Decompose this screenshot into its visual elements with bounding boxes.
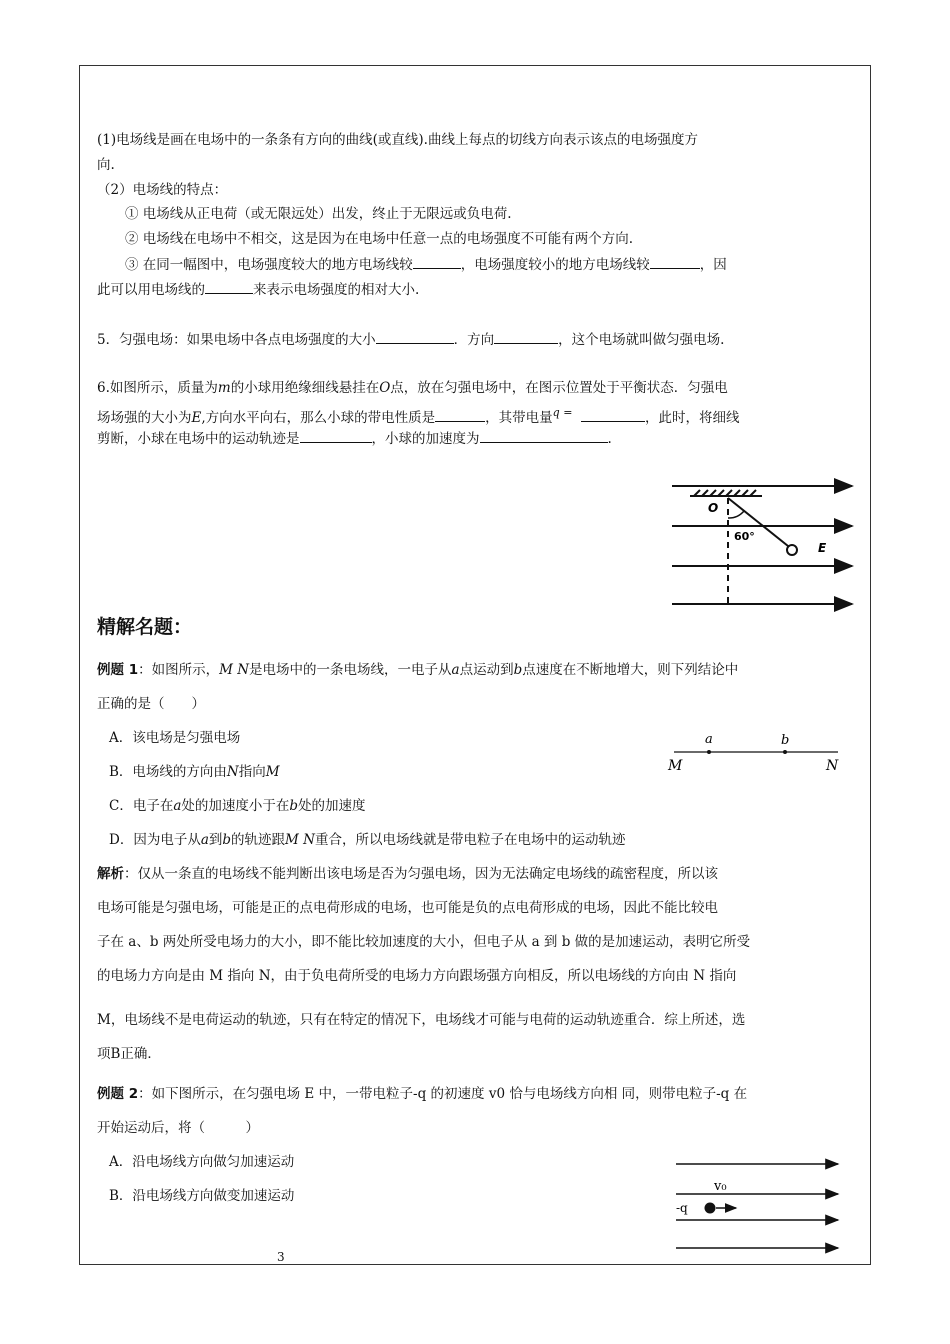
label-O: O	[708, 501, 719, 515]
analysis-line6: 项B正确．	[97, 1046, 161, 1062]
label-E: E	[818, 541, 827, 555]
text-line	[97, 279, 419, 300]
text-span: 场场强的大小为	[97, 410, 192, 426]
analysis-label: 解析	[97, 866, 124, 882]
example-1-line2: 正确的是（ ）	[97, 696, 205, 712]
text-span: ③ 在同一幅图中，电场强度较大的地方电场线较	[125, 257, 413, 273]
text-line	[125, 254, 727, 275]
text-span: 此可以用电场线的	[97, 282, 205, 298]
var-m: m	[217, 380, 231, 396]
text-span: ：如图所示，	[138, 662, 220, 678]
text-span: 指向	[238, 764, 266, 780]
label-v0: v₀	[714, 1179, 727, 1194]
label-angle: 60°	[734, 530, 755, 543]
text-span: ，这个电场就叫做匀强电场.	[558, 332, 725, 348]
text-line: ② 电场线在电场中不相交，这是因为在电场中任意一点的电场强度不可能有两个方向.	[125, 231, 634, 247]
ceiling	[690, 490, 762, 496]
label-M: M	[668, 758, 683, 774]
text-span: 的小球用绝缘细线悬挂在	[230, 380, 380, 396]
var-b: b	[222, 832, 232, 848]
text-span: 点运动到	[459, 662, 514, 678]
text-span: ，因	[699, 257, 727, 273]
option-c[interactable]	[109, 796, 366, 816]
fill-blank[interactable]	[650, 254, 700, 269]
text-span: ,方向水平向右，那么小球的带电性质是	[201, 410, 436, 426]
text-span: 处的加速度	[298, 798, 366, 814]
analysis-line4: 的电场力方向是由 M 指向 N，由于负电荷所受的电场力方向跟场强方向相反，所以电场线的方向由 N 指向	[97, 968, 737, 984]
var-b: b	[289, 798, 299, 814]
fill-blank[interactable]	[581, 407, 645, 422]
text-span: 是电场中的一条电场线，一电子从	[249, 662, 452, 678]
charge-particle	[705, 1203, 716, 1214]
text-span: ，小球的加速度为	[371, 431, 480, 447]
text-span: 处的加速度小于在	[181, 798, 290, 814]
text-span: ．方向	[453, 332, 495, 348]
text-span: C．电子在	[109, 798, 174, 814]
text-span: .	[607, 431, 612, 447]
var-a: a	[200, 832, 209, 848]
var-M: M	[265, 764, 280, 780]
var-E: E	[191, 410, 202, 426]
question-6-line1	[97, 378, 728, 398]
option-a[interactable]: A．该电场是匀强电场	[109, 730, 241, 746]
page-number: 3	[277, 1250, 285, 1264]
example-2-line1	[97, 1084, 747, 1104]
fill-blank[interactable]	[494, 329, 558, 344]
text-span: ：仅从一条直的电场线不能判断出该电场是否为匀强电场，因为无法确定电场线的疏密程度，所以该	[124, 866, 718, 882]
example-1-line1	[97, 660, 738, 680]
text-span: 点速度在不断地增大，则下列结论中	[522, 662, 739, 678]
figure-charge-in-field	[672, 1152, 844, 1256]
var-a: a	[173, 798, 182, 814]
text-line: (1)电场线是画在电场中的一条条有方向的曲线(或直线).曲线上每点的切线方向表示该点的电场强度方	[97, 132, 698, 148]
figure-field-line-mn	[666, 730, 846, 774]
var-b: b	[513, 662, 523, 678]
fill-blank[interactable]	[376, 329, 454, 344]
fill-blank[interactable]	[435, 407, 485, 422]
analysis-line2: 电场可能是匀强电场，可能是正的点电荷形成的电场，也可能是负的点电荷形成的电场，因此不能比较电	[97, 900, 718, 916]
text-span: 6.如图所示，质量为	[97, 380, 218, 396]
fill-blank[interactable]	[413, 254, 461, 269]
fill-blank[interactable]	[480, 428, 608, 443]
analysis-line3: 子在 a、b 两处所受电场力的大小，即不能比较加速度的大小，但电子从 a 到 b 做的是加速运动，表明它所受	[97, 934, 751, 950]
angle-arc	[728, 511, 744, 518]
text-span: 来表示电场强度的相对大小.	[253, 282, 420, 298]
section-heading: 精解名题：	[97, 616, 193, 638]
text-span: 5．匀强电场：如果电场中各点电场强度的大小	[97, 332, 376, 348]
question-6-line3	[97, 428, 612, 449]
figure-pendulum	[666, 478, 862, 612]
var-a: a	[451, 662, 460, 678]
point-a	[707, 750, 711, 754]
analysis-line1	[97, 864, 718, 884]
var-q: q =	[552, 406, 573, 419]
text-span: ：如下图所示，在匀强电场 E 中，一带电粒子-q 的初速度 v0 恰与电场线方向相 同，则带电粒子-q 在	[138, 1086, 748, 1102]
option-b[interactable]	[109, 762, 280, 782]
option-d[interactable]	[109, 830, 625, 850]
question-5	[97, 329, 724, 350]
text-span: ，电场强度较小的地方电场线较	[460, 257, 650, 273]
text-span: 点，放在匀强电场中，在图示位置处于平衡状态．匀强电	[390, 380, 728, 396]
example-label: 例题 2	[97, 1086, 139, 1102]
var-MN: M N	[285, 832, 315, 848]
text-line: 向.	[97, 157, 115, 173]
example-2-line2: 开始运动后，将（ ）	[97, 1120, 259, 1136]
example-label: 例题 1	[97, 662, 139, 678]
label-N: N	[826, 758, 839, 774]
var-N: N	[226, 764, 239, 780]
text-span: ，此时，将细线	[645, 410, 740, 426]
var-MN: M N	[219, 662, 250, 678]
option-b[interactable]: B．沿电场线方向做变加速运动	[109, 1188, 295, 1204]
text-span: 重合，所以电场线就是带电粒子在电场中的运动轨迹	[314, 832, 626, 848]
label-a: a	[705, 732, 713, 747]
text-span: ，其带电量	[485, 410, 553, 426]
analysis-line5: M，电场线不是电荷运动的轨迹，只有在特定的情况下，电场线才可能与电荷的运动轨迹重合．综上所述，选	[97, 1012, 746, 1028]
option-a[interactable]: A．沿电场线方向做匀加速运动	[109, 1154, 295, 1170]
text-span: 剪断，小球在电场中的运动轨迹是	[97, 431, 300, 447]
text-line: ① 电场线从正电荷（或无限远处）出发，终止于无限远或负电荷.	[125, 206, 512, 222]
text-span: 到	[208, 832, 223, 848]
text-line: （2）电场线的特点：	[97, 182, 228, 198]
text-span: 的轨迹跟	[231, 832, 286, 848]
field-lines	[676, 1164, 838, 1248]
point-b	[783, 750, 787, 754]
fill-blank[interactable]	[205, 279, 253, 294]
label-charge: -q	[676, 1201, 688, 1215]
ball	[787, 545, 797, 555]
fill-blank[interactable]	[300, 428, 372, 443]
text-span: D．因为电子从	[109, 832, 201, 848]
label-b: b	[781, 733, 790, 748]
question-6-line2	[97, 403, 740, 428]
var-O: O	[379, 380, 391, 396]
text-span: B．电场线的方向由	[109, 764, 227, 780]
